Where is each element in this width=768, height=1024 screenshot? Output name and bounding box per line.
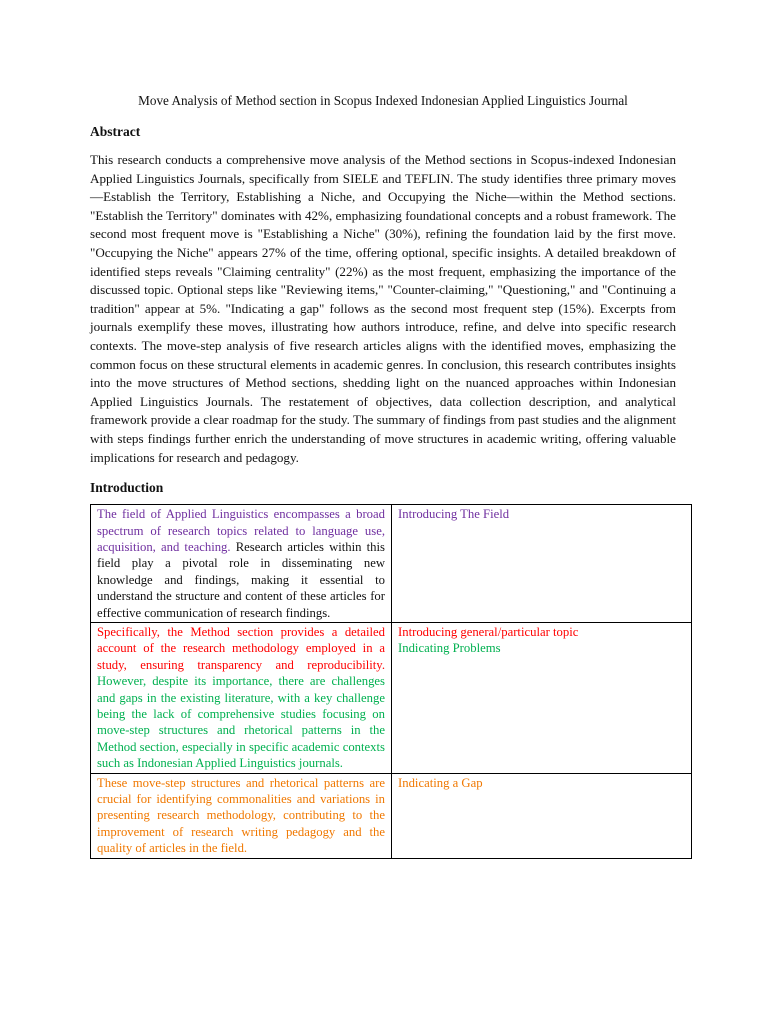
document-page	[90, 92, 676, 859]
abstract-heading: Abstract	[90, 124, 141, 139]
move-label: Introducing general/particular topic	[398, 624, 579, 639]
excerpt-cell	[91, 505, 392, 623]
excerpt-cell	[91, 622, 392, 773]
move-label: Indicating a Gap	[398, 775, 483, 790]
move-label-cell	[392, 773, 692, 858]
excerpt-segment: The field of Applied Linguistics encompasses a broad spectrum of research topics related to language use, acquisition, and teaching.	[97, 507, 385, 554]
excerpt-segment: However, despite its importance, there are challenges and gaps in the existing literature, with a key challenge being the lack of comprehensive studies focusing on move-step structures and rhetorical patterns in the Method section, especially in specific academic contexts such as Indonesian Applied Linguistics journals.	[97, 674, 385, 771]
abstract-paragraph: This research conducts a comprehensive move analysis of the Method sections in Scopus-indexed Indonesian Applied Linguistics Journals, specifically from SIELE and TEFLIN. The study identifies three primary moves—Establish the Territory, Establishing a Niche, and Occupying the Niche—within the Method sections. "Establish the Territory" dominates with 42%, emphasizing foundational concepts and a robust framework. The second most frequent move is "Establishing a Niche" (30%), refining the foundation laid by the first move. "Occupying the Niche" appears 27% of the time, offering optional, specific insights. A detailed breakdown of identified steps reveals "Claiming centrality" (22%) as the most frequent, emphasizing the importance of the discussed topic. Optional steps like "Reviewing items," "Counter-claiming," "Questioning," and "Continuing a tradition" appear at 5%. "Indicating a gap" follows as the second most frequent step (15%). Excerpts from journals exemplify these moves, illustrating how authors introduce, refine, and delve into specific research contexts. The move-step analysis of five research articles aligns with the identified moves, emphasizing the common focus on these structural elements in academic genres. In conclusion, this research contributes insights into the move structures of Method sections, shedding light on the nuanced approaches within Indonesian Applied Linguistics Journals. The restatement of objectives, data collection description, and analytical framework provide a clear roadmap for the study. The summary of findings from past studies and the alignment with steps findings further enrich the understanding of move structures in academic writing, offering valuable implications for research and pedagogy.	[90, 152, 676, 465]
document-title: Move Analysis of Method section in Scopus Indexed Indonesian Applied Linguistics Journal	[138, 93, 628, 108]
table-row	[91, 505, 692, 623]
move-analysis-table	[90, 504, 692, 859]
table-row	[91, 622, 692, 773]
excerpt-segment: Specifically, the Method section provides a detailed account of the research methodology employed in a study, ensuring transparency and reproducibility.	[97, 624, 385, 672]
excerpt-cell	[91, 773, 392, 858]
table-row	[91, 773, 692, 858]
move-label: Indicating Problems	[398, 641, 501, 656]
move-label: Introducing The Field	[398, 507, 510, 522]
move-label-cell	[392, 505, 692, 623]
move-label-cell	[392, 622, 692, 773]
excerpt-segment: These move-step structures and rhetorical patterns are crucial for identifying commonalities and variations in presenting research methodology, contributing to the improvement of research writing pedagogy and the quality of articles in the field.	[97, 775, 385, 856]
introduction-heading: Introduction	[90, 480, 164, 496]
excerpt-segment: Research articles within this field play a pivotal role in disseminating new knowledge and findings, making it essential to understand the structure and content of these articles for effective communication of research findings.	[97, 539, 385, 620]
